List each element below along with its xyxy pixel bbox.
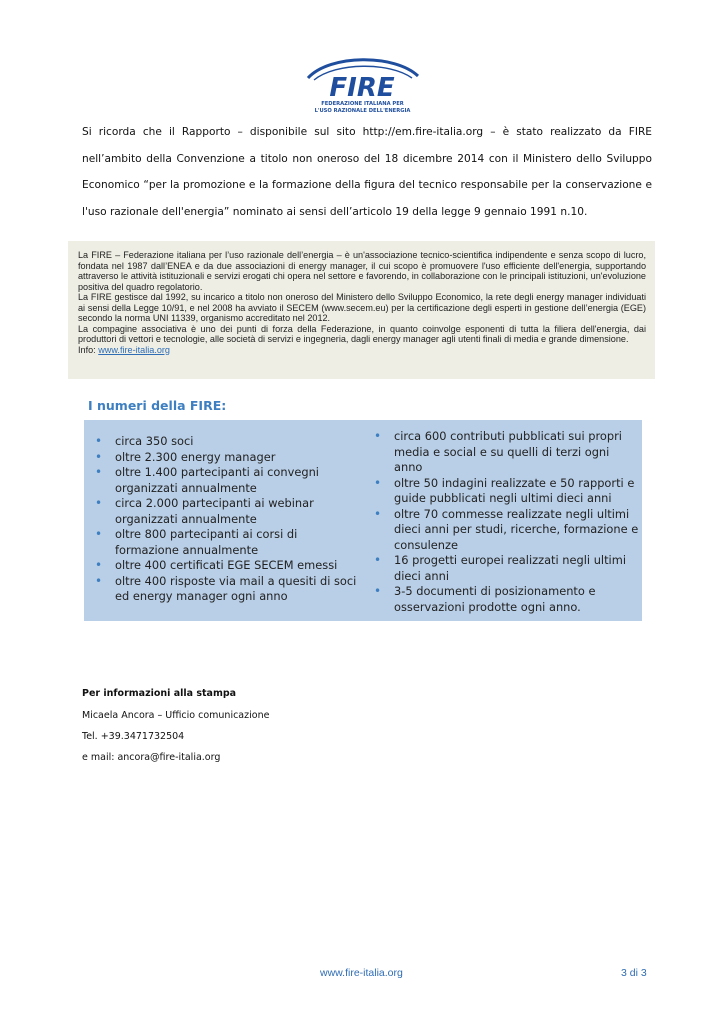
- list-item: • circa 600 contributi pubblicati sui propri media e social e su quelli di terzi ogni anno: [371, 429, 639, 476]
- page-number: 3 di 3: [621, 967, 647, 979]
- logo-subtitle: [300, 101, 425, 115]
- info-label: Info:: [78, 344, 99, 355]
- list-item: • 3-5 documenti di posizionamento e osservazioni prodotte ogni anno.: [371, 584, 639, 615]
- about-paragraph-2: La FIRE gestisce dal 1992, su incarico a titolo non oneroso del Ministero dello Sviluppo Economico, la rete degli energy manager individuati ai sensi della Legge 10/91, e nel 2008 ha avviato il SECEM (www.secem.eu) per la certificazione degli esperti in gestione dell’energia (EGE) secondo la norma UNI 11339, organismo accreditato nel 2012.: [78, 292, 646, 323]
- press-contact-email: e mail: ancora@fire-italia.org: [82, 752, 221, 763]
- list-item: • oltre 400 risposte via mail a quesiti di soci ed energy manager ogni anno: [92, 574, 362, 605]
- press-contact-title: Per informazioni alla stampa: [82, 688, 237, 699]
- about-paragraph-3: La compagine associativa è uno dei punti di forza della Federazione, in quanto coinvolge esponenti di tutta la filiera dell'energia, dai produttori di vettori e tecnologie, alle società di servizi e ingegneria, dagli energy manager agli utenti finali di media e grande dimensione.: [78, 323, 646, 344]
- about-paragraph-1: La FIRE – Federazione italiana per l’uso razionale dell’energia – è un'associazione tecnico-scientifica indipendente e senza scopo di lucro, fondata nel 1987 dall’ENEA e da due associazioni di energy manager, il cui scopo è promuovere l'uso efficiente dell'energia, supportando attraverso le attività istituzionali e servizi erogati chi opera nel settore e favorendo, in collaborazione con le principali istituzioni, un'evoluzione positiva del quadro regolatorio.: [78, 250, 646, 292]
- list-item: • oltre 1.400 partecipanti ai convegni organizzati annualmente: [92, 465, 362, 496]
- list-item: • circa 350 soci: [92, 434, 362, 450]
- numbers-title: I numeri della FIRE:: [88, 398, 227, 413]
- intro-paragraph: Si ricorda che il Rapporto – disponibile sul sito http://em.fire-italia.org – è stato realizzato da FIRE nell’ambito della Convenzione a titolo non oneroso del 18 dicembre 2014 con il Ministero dello Sviluppo Economico “per la promozione e la formazione della figura del tecnico responsabile per la conservazione e l'uso razionale dell'energia” nominato ai sensi dell’articolo 19 della legge 9 gennaio 1991 n.10.: [82, 126, 652, 218]
- logo-wordmark: FIRE: [329, 73, 395, 103]
- info-link[interactable]: www.fire-italia.org: [98, 344, 170, 355]
- numbers-list-right: [371, 429, 639, 615]
- numbers-list-left: [92, 434, 362, 605]
- list-item: • oltre 50 indagini realizzate e 50 rapporti e guide pubblicati negli ultimi dieci anni: [371, 476, 639, 507]
- logo-subtitle-line2: L'USO RAZIONALE DELL'ENERGIA: [314, 108, 411, 114]
- about-box-text: [78, 250, 646, 355]
- press-contact-phone: Tel. +39.3471732504: [82, 731, 185, 742]
- logo-subtitle-line1: FEDERAZIONE ITALIANA PER: [321, 101, 404, 107]
- list-item: • oltre 400 certificati EGE SECEM emessi: [92, 558, 362, 574]
- list-item: • oltre 2.300 energy manager: [92, 450, 362, 466]
- list-item: • 16 progetti europei realizzati negli ultimi dieci anni: [371, 553, 639, 584]
- footer-url[interactable]: www.fire-italia.org: [320, 967, 403, 979]
- list-item: • oltre 70 commesse realizzate negli ultimi dieci anni per studi, ricerche, formazione e consulenze: [371, 507, 639, 554]
- list-item: • oltre 800 partecipanti ai corsi di formazione annualmente: [92, 527, 362, 558]
- press-contact-name: Micaela Ancora – Ufficio comunicazione: [82, 710, 270, 721]
- list-item: • circa 2.000 partecipanti ai webinar organizzati annualmente: [92, 496, 362, 527]
- about-info: [78, 345, 646, 356]
